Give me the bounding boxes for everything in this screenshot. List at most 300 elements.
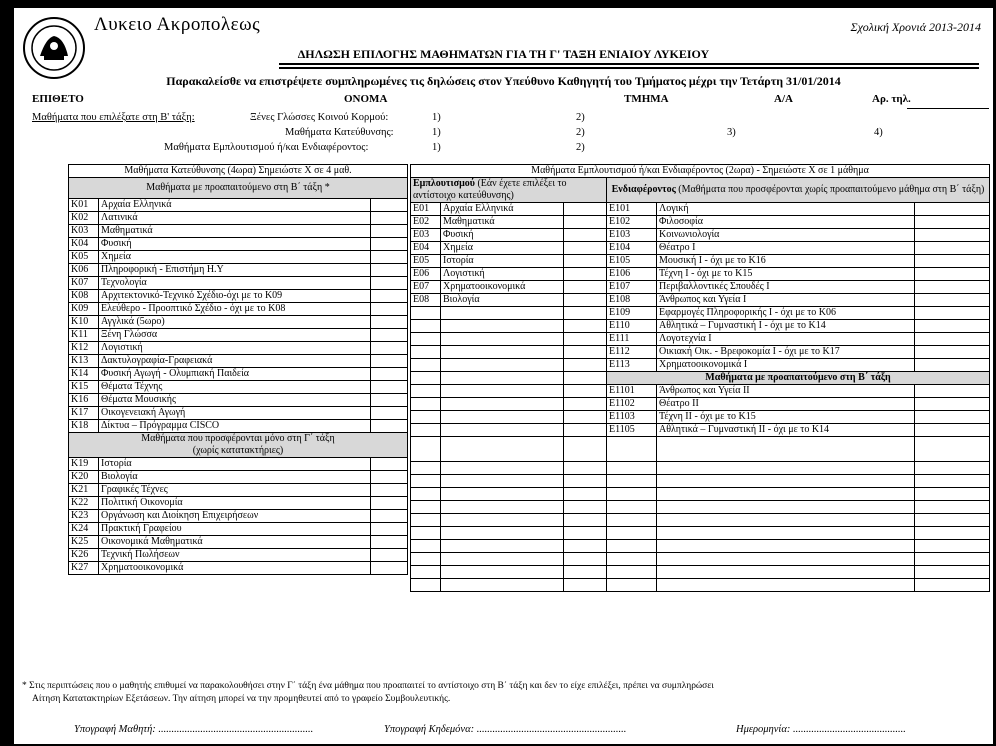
empty-cell (564, 333, 607, 346)
course-row (411, 514, 990, 527)
course-name: Αρχαία Ελληνικά (99, 199, 371, 212)
course-code: Κ10 (69, 316, 99, 329)
course-name: Θέματα Μουσικής (99, 394, 371, 407)
course-code: Κ26 (69, 549, 99, 562)
enrichment-code: Ε02 (411, 216, 441, 229)
interest-code: Ε106 (607, 268, 657, 281)
course-code: Κ19 (69, 458, 99, 471)
course-row (69, 342, 408, 355)
empty-cell (657, 540, 915, 553)
course-checkbox[interactable] (371, 394, 408, 407)
course-row (411, 437, 990, 462)
empty-cell (607, 566, 657, 579)
course-row (69, 264, 408, 277)
empty-cell (915, 527, 990, 540)
interest-checkbox[interactable] (915, 398, 990, 411)
empty-cell (564, 372, 607, 385)
course-checkbox[interactable] (371, 458, 408, 471)
interest-name: Αθλητικά – Γυμναστική Ι - όχι με το Κ14 (657, 320, 915, 333)
empty-cell (441, 501, 564, 514)
course-checkbox[interactable] (371, 329, 408, 342)
interest-code: Ε107 (607, 281, 657, 294)
enrichment-checkbox[interactable] (564, 255, 607, 268)
course-row (411, 268, 990, 281)
empty-cell (441, 359, 564, 372)
interest-name: Αθλητικά – Γυμναστική ΙΙ - όχι με το Κ14 (657, 424, 915, 437)
course-row (69, 407, 408, 420)
empty-cell (915, 475, 990, 488)
course-row (411, 333, 990, 346)
interest-code: Ε112 (607, 346, 657, 359)
course-checkbox[interactable] (371, 238, 408, 251)
empty-cell (411, 540, 441, 553)
interest-name: Φιλοσοφία (657, 216, 915, 229)
empty-cell (441, 307, 564, 320)
course-name: Πληροφορική - Επιστήμη Η.Υ (99, 264, 371, 277)
course-row (69, 510, 408, 523)
empty-cell (657, 475, 915, 488)
course-row (411, 411, 990, 424)
empty-cell (441, 437, 564, 462)
empty-cell (564, 579, 607, 592)
empty-cell (915, 501, 990, 514)
course-row (69, 562, 408, 575)
course-row (69, 355, 408, 368)
title-rule (279, 63, 979, 65)
course-row (69, 238, 408, 251)
course-checkbox[interactable] (371, 199, 408, 212)
empty-cell (564, 475, 607, 488)
course-code: Κ16 (69, 394, 99, 407)
course-code: Κ21 (69, 484, 99, 497)
course-row (69, 536, 408, 549)
course-code: Κ22 (69, 497, 99, 510)
course-code: Κ09 (69, 303, 99, 316)
course-name: Ιστορία (99, 458, 371, 471)
tel-field-line[interactable] (907, 108, 989, 109)
course-code: Κ06 (69, 264, 99, 277)
empty-cell (441, 540, 564, 553)
course-row (411, 540, 990, 553)
empty-cell (411, 372, 441, 385)
course-row (411, 320, 990, 333)
document-title: ΔΗΛΩΣΗ ΕΠΙΛΟΓΗΣ ΜΑΘΗΜΑΤΩΝ ΓΙΑ ΤΗ Γ' ΤΑΞΗ ΕΝΙΑΙΟΥ ΛΥΚΕΙΟΥ (297, 47, 710, 61)
empty-cell (411, 566, 441, 579)
empty-cell (411, 333, 441, 346)
interest-code: Ε1102 (607, 398, 657, 411)
course-row (69, 199, 408, 212)
interest-checkbox[interactable] (915, 320, 990, 333)
empty-cell (411, 320, 441, 333)
sel-foreign-2: 2) (576, 112, 585, 123)
class-label: ΤΜΗΜΑ (624, 93, 669, 105)
course-name: Πρακτική Γραφείου (99, 523, 371, 536)
parent-signature-field[interactable]: Υπογραφή Κηδεμόνα: ......................................................... (384, 724, 627, 735)
school-name: Λυκειο Ακροπολεως (94, 14, 261, 35)
enrichment-checkbox[interactable] (564, 242, 607, 255)
course-checkbox[interactable] (371, 212, 408, 225)
enrichment-code: Ε01 (411, 203, 441, 216)
course-name: Οικονομικά Μαθηματικά (99, 536, 371, 549)
interest-name: Λογική (657, 203, 915, 216)
empty-cell (441, 462, 564, 475)
interest-code: Ε108 (607, 294, 657, 307)
interest-checkbox[interactable] (915, 411, 990, 424)
empty-cell (657, 527, 915, 540)
sel-direction-2: 2) (576, 127, 585, 138)
sel-direction-4: 4) (874, 127, 883, 138)
course-code: Κ05 (69, 251, 99, 264)
interest-name: Άνθρωπος και Υγεία Ι (657, 294, 915, 307)
empty-cell (657, 579, 915, 592)
surname-label: ΕΠΙΘΕΤΟ (32, 93, 84, 105)
empty-cell (441, 566, 564, 579)
course-code: Κ15 (69, 381, 99, 394)
course-name: Βιολογία (99, 471, 371, 484)
empty-cell (564, 488, 607, 501)
interest-checkbox[interactable] (915, 242, 990, 255)
course-checkbox[interactable] (371, 484, 408, 497)
enrichment-checkbox[interactable] (564, 216, 607, 229)
empty-cell (915, 488, 990, 501)
course-row (411, 385, 990, 398)
course-row (411, 307, 990, 320)
interest-name: Οικιακή Οικ. - Βρεφοκομία Ι - όχι με το Κ17 (657, 346, 915, 359)
interest-checkbox[interactable] (915, 255, 990, 268)
course-checkbox[interactable] (371, 290, 408, 303)
enrichment-code: Ε03 (411, 229, 441, 242)
empty-cell (441, 488, 564, 501)
course-row (69, 394, 408, 407)
course-row (69, 523, 408, 536)
empty-cell (564, 307, 607, 320)
course-row (69, 549, 408, 562)
course-code: Κ20 (69, 471, 99, 484)
course-checkbox[interactable] (371, 536, 408, 549)
enrichment-code: Ε04 (411, 242, 441, 255)
enrichment-code: Ε08 (411, 294, 441, 307)
empty-cell (657, 501, 915, 514)
course-name: Χημεία (99, 251, 371, 264)
empty-cell (411, 579, 441, 592)
interest-code: Ε109 (607, 307, 657, 320)
interest-code: Ε1103 (607, 411, 657, 424)
course-row (411, 242, 990, 255)
course-code: Κ17 (69, 407, 99, 420)
course-name: Φυσική (99, 238, 371, 251)
empty-cell (564, 437, 607, 462)
empty-cell (564, 540, 607, 553)
empty-cell (441, 424, 564, 437)
empty-cell (564, 320, 607, 333)
empty-cell (915, 514, 990, 527)
interest-code: Ε102 (607, 216, 657, 229)
empty-cell (657, 462, 915, 475)
interest-name: Θέατρο ΙΙ (657, 398, 915, 411)
empty-cell (564, 424, 607, 437)
course-checkbox[interactable] (371, 342, 408, 355)
empty-cell (607, 437, 657, 462)
course-code: Κ14 (69, 368, 99, 381)
course-code: Κ04 (69, 238, 99, 251)
empty-cell (607, 579, 657, 592)
course-name: Πολιτική Οικονομία (99, 497, 371, 510)
direction-label: Μαθήματα Κατεύθυνσης: (285, 127, 394, 138)
empty-cell (411, 385, 441, 398)
course-row (411, 281, 990, 294)
interest-name: Χρηματοοικονομικά Ι (657, 359, 915, 372)
course-row (411, 462, 990, 475)
course-checkbox[interactable] (371, 355, 408, 368)
interest-code: Ε101 (607, 203, 657, 216)
empty-cell (441, 385, 564, 398)
title-rule-2 (279, 67, 979, 69)
course-name: Χρηματοοικονομικά (99, 562, 371, 575)
course-name: Φυσική Αγωγή - Ολυμπιακή Παιδεία (99, 368, 371, 381)
interest-name: Κοινωνιολογία (657, 229, 915, 242)
course-row (411, 294, 990, 307)
enrichment-checkbox[interactable] (564, 281, 607, 294)
course-checkbox[interactable] (371, 251, 408, 264)
course-checkbox[interactable] (371, 381, 408, 394)
course-code: Κ18 (69, 420, 99, 433)
course-row (69, 225, 408, 238)
interest-checkbox[interactable] (915, 281, 990, 294)
course-checkbox[interactable] (371, 471, 408, 484)
enrichment-name: Μαθηματικά (441, 216, 564, 229)
course-checkbox[interactable] (371, 407, 408, 420)
empty-cell (441, 320, 564, 333)
course-name: Οργάνωση και Διοίκηση Επιχειρήσεων (99, 510, 371, 523)
empty-cell (441, 346, 564, 359)
empty-cell (915, 437, 990, 462)
course-row (69, 484, 408, 497)
enrichment-checkbox[interactable] (564, 268, 607, 281)
enrichment-name: Χρηματοοικονομικά (441, 281, 564, 294)
course-checkbox[interactable] (371, 368, 408, 381)
interest-name: Εφαρμογές Πληροφορικής Ι - όχι με το Κ06 (657, 307, 915, 320)
course-name: Αγγλικά (5ωρο) (99, 316, 371, 329)
empty-cell (411, 424, 441, 437)
enrichment-name: Ιστορία (441, 255, 564, 268)
direction-table-subheader-2: Μαθήματα που προσφέρονται μόνο στη Γ΄ τάξη (χωρίς κατατακτήριες) (69, 433, 408, 458)
interest-checkbox[interactable] (915, 203, 990, 216)
enrichment-checkbox[interactable] (564, 229, 607, 242)
empty-cell (441, 333, 564, 346)
course-code: Κ01 (69, 199, 99, 212)
empty-cell (441, 475, 564, 488)
interest-checkbox[interactable] (915, 307, 990, 320)
empty-cell (411, 488, 441, 501)
course-checkbox[interactable] (371, 316, 408, 329)
empty-cell (564, 527, 607, 540)
enrichment-code: Ε07 (411, 281, 441, 294)
interest-code: Ε111 (607, 333, 657, 346)
course-row (411, 566, 990, 579)
course-row (69, 420, 408, 433)
interest-checkbox[interactable] (915, 385, 990, 398)
enrichment-checkbox[interactable] (564, 294, 607, 307)
empty-cell (441, 527, 564, 540)
course-checkbox[interactable] (371, 420, 408, 433)
empty-cell (564, 462, 607, 475)
prev-selections-title: Μαθήματα που επιλέξατε στη Β' τάξη: (32, 112, 195, 123)
course-checkbox[interactable] (371, 497, 408, 510)
course-name: Γραφικές Τέχνες (99, 484, 371, 497)
interest-checkbox[interactable] (915, 294, 990, 307)
course-checkbox[interactable] (371, 277, 408, 290)
interest-subheader: Ενδιαφέροντος (Μαθήματα που προσφέρονται χωρίς προαπαιτούμενο μάθημα στη Β΄ τάξη) (607, 178, 990, 203)
course-code: Κ25 (69, 536, 99, 549)
empty-cell (411, 514, 441, 527)
empty-cell (564, 566, 607, 579)
course-name: Δακτυλογραφία-Γραφειακά (99, 355, 371, 368)
empty-cell (411, 462, 441, 475)
empty-cell (607, 488, 657, 501)
empty-cell (441, 579, 564, 592)
course-row (69, 303, 408, 316)
empty-cell (441, 411, 564, 424)
interest-name: Περιβαλλοντικές Σπουδές Ι (657, 281, 915, 294)
interest-checkbox[interactable] (915, 216, 990, 229)
empty-cell (564, 346, 607, 359)
sel-foreign-1: 1) (432, 112, 441, 123)
student-signature-field[interactable]: Υπογραφή Μαθητή: ........................................................... (74, 724, 314, 735)
empty-cell (411, 346, 441, 359)
course-row (69, 251, 408, 264)
interest-checkbox[interactable] (915, 346, 990, 359)
empty-cell (607, 514, 657, 527)
course-row (411, 475, 990, 488)
sel-direction-3: 3) (727, 127, 736, 138)
empty-cell (915, 462, 990, 475)
course-name: Λατινικά (99, 212, 371, 225)
course-code: Κ03 (69, 225, 99, 238)
interest-checkbox[interactable] (915, 268, 990, 281)
course-row (69, 497, 408, 510)
empty-cell (657, 514, 915, 527)
course-checkbox[interactable] (371, 562, 408, 575)
empty-cell (657, 437, 915, 462)
course-checkbox[interactable] (371, 225, 408, 238)
course-name: Τεχνολογία (99, 277, 371, 290)
foreign-label: Ξένες Γλώσσες Κοινού Κορμού: (250, 112, 389, 123)
course-row (69, 212, 408, 225)
course-row (411, 488, 990, 501)
enrichment-name: Χημεία (441, 242, 564, 255)
interest-checkbox[interactable] (915, 424, 990, 437)
empty-cell (564, 553, 607, 566)
course-name: Τεχνική Πωλήσεων (99, 549, 371, 562)
interest-name: Θέατρο Ι (657, 242, 915, 255)
sel-direction-1: 1) (432, 127, 441, 138)
aa-label: Α/Α (774, 93, 793, 105)
course-checkbox[interactable] (371, 264, 408, 277)
enrichment-subheader: Εμπλουτισμού (Εάν έχετε επιλέξει το αντίστοιχο κατεύθυνσης) (411, 178, 607, 203)
empty-cell (657, 553, 915, 566)
sel-enrichment-2: 2) (576, 142, 585, 153)
interest-code: Ε105 (607, 255, 657, 268)
interest-checkbox[interactable] (915, 229, 990, 242)
course-name: Λογιστική (99, 342, 371, 355)
course-checkbox[interactable] (371, 510, 408, 523)
enrichment-name: Βιολογία (441, 294, 564, 307)
interest-name: Άνθρωπος και Υγεία ΙΙ (657, 385, 915, 398)
form-page (14, 8, 993, 744)
empty-cell (564, 501, 607, 514)
empty-cell (411, 398, 441, 411)
enrichment-table-header: Μαθήματα Εμπλουτισμού ή/και Ενδιαφέροντος (2ωρα) - Σημειώστε Χ σε 1 μάθημα (411, 165, 990, 178)
course-code: Κ27 (69, 562, 99, 575)
course-row (411, 359, 990, 372)
direction-table-header: Μαθήματα Κατεύθυνσης (4ωρα) Σημειώστε Χ σε 4 μαθ. (69, 165, 408, 178)
empty-cell (441, 398, 564, 411)
interest-name: Μουσική Ι - όχι με το Κ16 (657, 255, 915, 268)
interest-name: Τέχνη Ι - όχι με το Κ15 (657, 268, 915, 281)
course-code: Κ02 (69, 212, 99, 225)
empty-cell (411, 527, 441, 540)
enrichment-code: Ε05 (411, 255, 441, 268)
interest-checkbox[interactable] (915, 359, 990, 372)
empty-cell (441, 514, 564, 527)
course-name: Ξένη Γλώσσα (99, 329, 371, 342)
course-name: Θέματα Τέχνης (99, 381, 371, 394)
course-row (69, 368, 408, 381)
empty-cell (564, 411, 607, 424)
empty-cell (915, 553, 990, 566)
enrichment-checkbox[interactable] (564, 203, 607, 216)
interest-code: Ε104 (607, 242, 657, 255)
empty-cell (441, 553, 564, 566)
course-checkbox[interactable] (371, 303, 408, 316)
direction-table-subheader: Μαθήματα με προαπαιτούμενο στη Β΄ τάξη * (69, 178, 408, 199)
empty-cell (564, 398, 607, 411)
course-code: Κ13 (69, 355, 99, 368)
name-label: ΟΝΟΜΑ (344, 93, 388, 105)
empty-cell (657, 566, 915, 579)
course-code: Κ08 (69, 290, 99, 303)
direction-courses-table (68, 164, 408, 575)
empty-cell (411, 307, 441, 320)
course-row (411, 229, 990, 242)
interest-code: Ε1105 (607, 424, 657, 437)
enrichment-code: Ε06 (411, 268, 441, 281)
empty-cell (411, 437, 441, 462)
interest-checkbox[interactable] (915, 333, 990, 346)
empty-cell (915, 566, 990, 579)
course-row (411, 527, 990, 540)
interest-name: Λογοτεχνία Ι (657, 333, 915, 346)
date-field[interactable]: Ημερομηνία: ........................................... (736, 724, 906, 735)
empty-cell (411, 359, 441, 372)
course-row (69, 290, 408, 303)
enrichment-name: Φυσική (441, 229, 564, 242)
course-checkbox[interactable] (371, 523, 408, 536)
instructions: Παρακαλείσθε να επιστρέψετε συμπληρωμένες τις δηλώσεις στον Υπεύθυνο Καθηγητή του Τμήματος μέχρι την Τετάρτη 31/01/2014 (166, 74, 841, 88)
empty-cell (564, 514, 607, 527)
course-name: Οικογενειακή Αγωγή (99, 407, 371, 420)
empty-cell (411, 411, 441, 424)
course-checkbox[interactable] (371, 549, 408, 562)
sel-enrichment-1: 1) (432, 142, 441, 153)
course-code: Κ23 (69, 510, 99, 523)
interest-subheader-2: Μαθήματα με προαπαιτούμενο στη Β΄ τάξη (607, 372, 990, 385)
course-row (69, 471, 408, 484)
footnote-line-2: Αίτηση Κατατακτηρίων Εξετάσεων. Την αίτηση μπορεί να την προμηθευτεί από το γραφείο Συμβουλευτικής. (32, 694, 451, 704)
course-row (411, 372, 990, 385)
school-year: Σχολική Χρονιά 2013-2014 (850, 20, 981, 34)
empty-cell (607, 462, 657, 475)
